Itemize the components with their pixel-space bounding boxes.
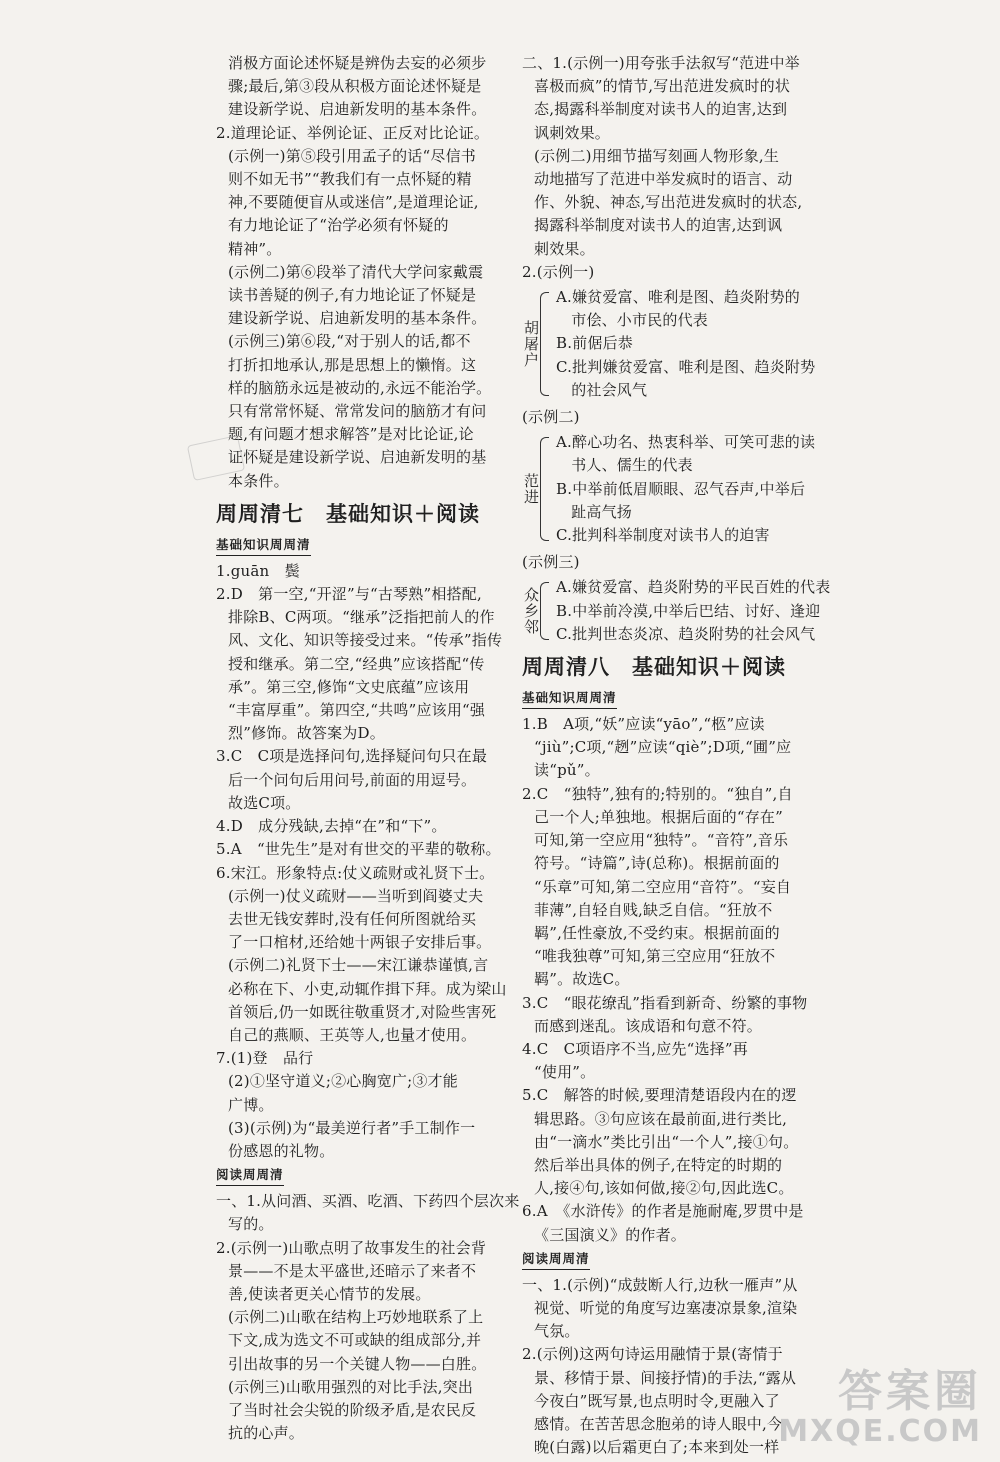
text-line: B.中举前冷漠,中举后巴结、讨好、逢迎 <box>556 601 821 620</box>
text-line: 3.C C项是选择问句,选择疑问句只在最 <box>216 747 488 766</box>
tree-root-label: 范进 <box>522 473 540 506</box>
text-line: 4.C C项语序不当,应先“选择”再 <box>522 1039 748 1058</box>
right-top-text <box>522 52 814 284</box>
reading-heading: 阅读周周清 <box>216 1165 284 1186</box>
text-line: 题,有问题才想求解答”是对比论证,论 <box>228 425 474 444</box>
text-line: 善,使读者更关心情节的发展。 <box>228 1284 431 1303</box>
text-line: 《三国演义》的作者。 <box>534 1225 687 1244</box>
text-line: 广博。 <box>228 1095 274 1114</box>
reading-answers <box>522 1274 814 1460</box>
text-line: A.醉心功名、热衷科举、可笑可悲的读 <box>556 433 816 452</box>
character-tree-1 <box>522 286 814 402</box>
text-line: 样的脑筋永远是被动的,永远不能治学。 <box>228 378 492 397</box>
text-line: 羁”,任性豪放,不受约束。根据前面的 <box>534 923 780 942</box>
brace-shape <box>540 437 549 541</box>
basic-knowledge-answers <box>522 713 814 1247</box>
text-line: C.批判嫌贫爱富、唯利是图、趋炎附势 <box>556 357 816 376</box>
text-line: 有力地论证了“治学必须有怀疑的 <box>228 216 449 235</box>
question-2-answer <box>216 122 501 493</box>
text-line: 授和继承。第二空,“经典”应该搭配“传 <box>228 654 485 673</box>
text-line: 2.D 第一空,“开涩”与“古琴熟”相搭配, <box>216 585 482 604</box>
text-line: C.批判科举制度对读书人的迫害 <box>556 526 770 545</box>
text-line: “唯我独尊”可知,第三空应用“狂放不 <box>534 947 776 966</box>
text-line: C.批判世态炎凉、趋炎附势的社会风气 <box>556 624 816 643</box>
text-line: 7.(1)登 品行 <box>216 1049 314 1068</box>
text-line: 6.A 《水浒传》的作者是施耐庵,罗贯中是 <box>522 1202 804 1221</box>
text-line: 气氛。 <box>534 1322 580 1341</box>
text-line: 的社会风气 <box>556 380 648 399</box>
text-line: 读书善疑的例子,有力地论证了怀疑是 <box>228 286 477 305</box>
left-column <box>216 52 520 1445</box>
text-line: 1.guān 鬓 <box>216 561 300 580</box>
text-line: “使用”。 <box>534 1063 596 1082</box>
brace-shape <box>540 582 549 640</box>
text-line: 而感到迷乱。该成语和句意不符。 <box>534 1016 763 1035</box>
text-line: 消极方面论述怀疑是辨伪去妄的必须步 <box>228 54 487 72</box>
text-line: 份感恩的礼物。 <box>228 1141 335 1160</box>
text-line: 则不如无书”“教我们有一点怀疑的精 <box>228 170 472 189</box>
text-line: 神,不要随便盲从或迷信”,是道理论证, <box>228 193 479 212</box>
text-line: (示例一)第⑤段引用孟子的话“尽信书 <box>228 146 476 165</box>
text-line: 必称在下、小吏,动辄作揖下拜。成为梁山 <box>228 979 507 998</box>
text-line: 写的。 <box>228 1215 274 1234</box>
text-line: 景——不是太平盛世,还暗示了来者不 <box>228 1261 477 1280</box>
watermark-text: 答案圈 <box>838 1366 982 1417</box>
text-line: 去世无钱安葬时,没有任何所图就给买 <box>228 909 477 928</box>
text-line: 建设新学说、启迪新发明的基本条件。 <box>228 309 487 328</box>
basic-knowledge-heading: 基础知识周周清 <box>216 535 311 556</box>
section-7-title: 周周清七 基础知识＋阅读 <box>216 501 480 526</box>
text-line: 了当时社会尖锐的阶级矛盾,是农民反 <box>228 1400 477 1419</box>
text-line: 由“一滴水”类比引出“一个人”,接①句。 <box>534 1132 799 1151</box>
text-line: (2)①坚守道义;②心胸宽广;③才能 <box>228 1072 458 1091</box>
text-line: 然后举出具体的例子,在特定的时期的 <box>534 1155 783 1174</box>
text-line: 打折扣地承认,那是思想上的懒惰。这 <box>228 355 477 374</box>
text-line: 己一个人;单独地。根据后面的“存在” <box>534 807 783 826</box>
text-line: 趾高气扬 <box>556 502 633 521</box>
text-line: 下文,成为选文不可或缺的组成部分,并 <box>228 1331 482 1350</box>
tree-items <box>542 286 814 402</box>
text-line: 本条件。 <box>228 471 289 490</box>
text-line: B.前倨后恭 <box>556 334 633 353</box>
character-tree-3 <box>522 576 831 646</box>
text-line: 5.C 解答的时候,要理清楚语段内在的逻 <box>522 1086 797 1105</box>
text-line: 2.(示例)这两句诗运用融情于景(寄情于 <box>522 1345 783 1364</box>
tree-root-label: 众乡邻 <box>522 587 540 636</box>
text-line: 视觉、听觉的角度写边塞凄凉景象,渲染 <box>534 1298 798 1317</box>
text-line: 2.(示例一)山歌点明了故事发生的社会背 <box>216 1238 487 1257</box>
text-line: (示例三)第⑥段,“对于别人的话,都不 <box>228 332 471 351</box>
text-line: “丰富厚重”。第四空,“共鸣”应该用“强 <box>228 701 486 720</box>
text-line: 6.宋江。形象特点:仗义疏财或礼贤下士。 <box>216 863 495 882</box>
text-line: 讽刺效果。 <box>534 123 611 142</box>
text-line: 首领后,仍一如既往敬重贤才,对险些害死 <box>228 1002 497 1021</box>
character-tree-2 <box>522 431 814 547</box>
text-line: 后一个问句后用问号,前面的用逗号。 <box>228 770 477 789</box>
reading-heading: 阅读周周清 <box>522 1249 590 1270</box>
tree-items <box>542 576 831 646</box>
text-line: B.中举前低眉顺眼、忍气吞声,中举后 <box>556 479 806 498</box>
text-line: 4.D 成分残缺,去掉“在”和“下”。 <box>216 817 447 836</box>
text-line: 烈”修饰。故答案为D。 <box>228 724 385 743</box>
section-8-title: 周周清八 基础知识＋阅读 <box>522 655 786 680</box>
left-top-text <box>216 52 501 122</box>
text-line: 揭露科举制度对读书人的迫害,达到讽 <box>534 216 783 235</box>
text-line: 态,揭露科举制度对读书人的迫害,达到 <box>534 100 788 119</box>
text-line: 1.B A项,“妖”应读“yāo”,“柩”应读 <box>522 715 765 734</box>
text-line: “jiù”;C项,“趔”应读“qiè”;D项,“圃”应 <box>534 738 792 757</box>
watermark-logo <box>778 1368 982 1448</box>
text-line: 2.(示例一) <box>522 262 595 281</box>
text-line: 今夜白”既写景,也点明时令,更融入了 <box>534 1391 780 1410</box>
text-line: 人,接④句,该如何做,接②句,因此选C。 <box>534 1179 794 1198</box>
text-line: (示例二)山歌在结构上巧妙地联系了上 <box>228 1308 484 1327</box>
watermark-url: MXQE.COM <box>778 1414 982 1449</box>
text-line: 自己的燕顺、王英等人,也量才使用。 <box>228 1025 477 1044</box>
text-line: (示例二)礼贤下士——宋江谦恭谨慎,言 <box>228 956 489 975</box>
text-line: 2.道理论证、举例论证、正反对比论证。 <box>216 123 490 142</box>
text-line: 动地描写了范进中举发疯时的语言、动 <box>534 170 793 189</box>
tree-items <box>542 431 814 547</box>
text-line: 一、1.(示例)“成鼓断人行,边秋一雁声”从 <box>522 1275 798 1294</box>
text-line: 骤;最后,第③段从积极方面论述怀疑是 <box>228 77 482 96</box>
text-line: 喜极而疯”的情节,写出范进发疯时的状 <box>534 77 791 96</box>
text-line: 抗的心声。 <box>228 1424 305 1443</box>
text-line: 只有常常怀疑、常常发问的脑筋才有问 <box>228 402 487 421</box>
tree-root-label: 胡屠户 <box>522 320 540 369</box>
text-line: (3)(示例)为“最美逆行者”手工制作一 <box>228 1118 476 1137</box>
text-line: 感情。在苦苦思念胞弟的诗人眼中,今 <box>534 1414 783 1433</box>
text-line: 作、外貌、神态,写出范进发疯时的状态, <box>534 193 803 212</box>
text-line: 景、移情于景、间接抒情)的手法,“露从 <box>534 1368 797 1387</box>
text-line: 排除B、C两项。“继承”泛指把前人的作 <box>228 608 495 627</box>
text-line: 承”。第三空,修饰“文史底蕴”应该用 <box>228 677 470 696</box>
text-line: 5.A “世先生”是对有世交的平辈的敬称。 <box>216 840 501 859</box>
basic-knowledge-answers <box>216 560 507 1163</box>
text-line: A.嫌贫爱富、趋炎附势的平民百姓的代表 <box>556 578 831 597</box>
text-line: 建设新学说、启迪新发明的基本条件。 <box>228 100 487 119</box>
text-line: “乐章”可知,第二空应用“音符”。“妄自 <box>534 877 792 896</box>
text-line: 证怀疑是建设新学说、启迪新发明的基 <box>228 448 487 467</box>
text-line: 市侩、小市民的代表 <box>556 311 709 330</box>
text-line: (示例三)山歌用强烈的对比手法,突出 <box>228 1377 474 1396</box>
brace-shape <box>540 292 549 396</box>
text-line: 2.C “独特”,独有的;特别的。“独自”,自 <box>522 784 793 803</box>
example-label: (示例三) <box>522 553 580 572</box>
text-line: 一、1.从问酒、买酒、吃酒、下药四个层次来 <box>216 1192 520 1211</box>
text-line: 了一口棺材,还给她十两银子安排后事。 <box>228 933 492 952</box>
text-line: 风、文化、知识等接受过来。“传承”指传 <box>228 631 503 650</box>
text-line: 晚(白露)以后霜更白了;本来到处一样 <box>534 1438 780 1457</box>
text-line: (示例一)仗义疏财——当听到阎婆丈夫 <box>228 886 484 905</box>
text-line: (示例二)用细节描写刻画人物形象,生 <box>534 146 780 165</box>
text-line: 羁”。故选C。 <box>534 970 630 989</box>
text-line: 符号。“诗篇”,诗(总称)。根据前面的 <box>534 854 780 873</box>
text-line: 菲薄”,自轻自贱,缺乏自信。“狂放不 <box>534 900 773 919</box>
text-line: 3.C “眼花缭乱”指看到新奇、纷繁的事物 <box>522 993 808 1012</box>
text-line: 精神”。 <box>228 239 282 258</box>
basic-knowledge-heading: 基础知识周周清 <box>522 688 617 709</box>
text-line: 辑思路。③句应该在最前面,进行类比, <box>534 1109 788 1128</box>
text-line: 刺效果。 <box>534 239 595 258</box>
example-label: (示例二) <box>522 408 580 427</box>
text-line: 读“pǔ”。 <box>534 761 600 780</box>
right-column <box>522 52 831 1459</box>
text-line: 故选C项。 <box>228 793 301 812</box>
text-line: 二、1.(示例一)用夸张手法叙写“范进中举 <box>522 54 800 72</box>
text-line: A.嫌贫爱富、唯利是图、趋炎附势的 <box>556 288 801 307</box>
text-line: 可知,第一空应用“独特”。“音符”,音乐 <box>534 831 789 850</box>
text-line: 书人、儒生的代表 <box>556 456 693 475</box>
text-line: 引出故事的另一个关键人物——白胜。 <box>228 1354 487 1373</box>
reading-answers <box>216 1190 520 1445</box>
text-line: (示例二)第⑥段举了清代大学问家戴震 <box>228 262 484 281</box>
